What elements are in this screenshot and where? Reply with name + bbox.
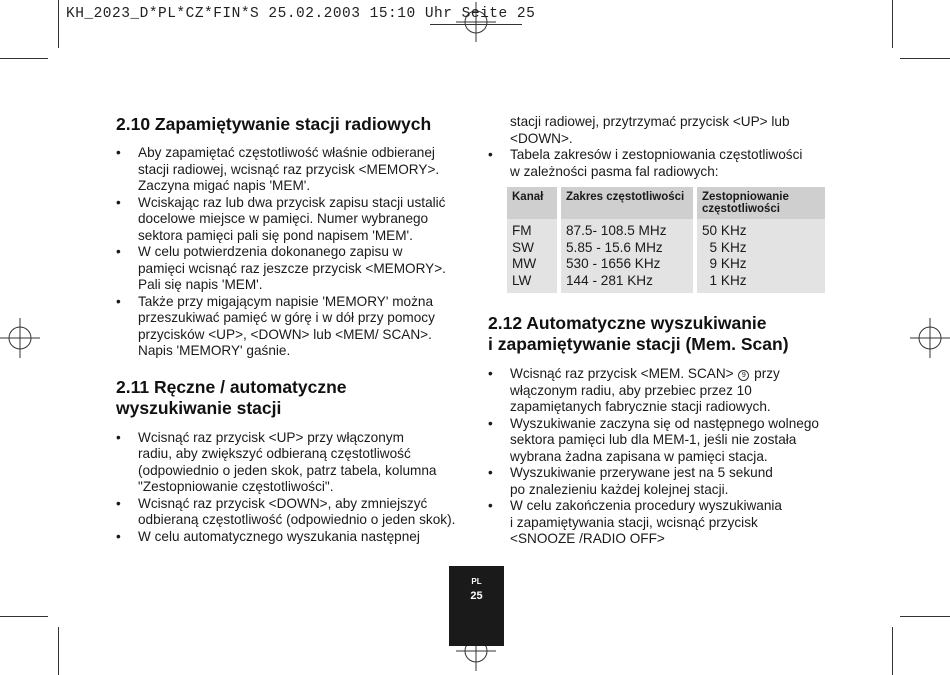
crop-line-top-right (900, 58, 950, 59)
crop-line-bottom-left (0, 616, 48, 617)
section-2-11-list (116, 430, 471, 546)
list-item: • W celu automatycznego wyszukania następnej (116, 529, 471, 546)
page-number: 25 (470, 590, 483, 602)
table-row: LW 144 - 281 KHz 1 KHz (507, 273, 825, 294)
crop-line-right (892, 0, 893, 48)
crop-line-bottom-vright (892, 627, 893, 675)
list-item: • Wcisnąć raz przycisk <DOWN>, aby zmniejszyć odbieraną częstotliwość (odpowiednio o jeden skok). (116, 496, 471, 529)
crop-line-left (58, 0, 59, 48)
table-row: MW 530 - 1656 KHz 9 KHz (507, 256, 825, 273)
crop-line-bottom-right (900, 616, 950, 617)
list-item: • Wcisnąć raz przycisk <UP> przy włączonym radiu, aby zwiększyć odbieraną częstotliwość (odpowiednio o jeden skok, patrz tabela, kolumna "Zestopniowanie częstotliwości". (116, 430, 471, 496)
list-item: • Wciskając raz lub dwa przycisk zapisu stacji ustalić docelowe miejsce w pamięci. Numer wybranego sektora pamięci pali się pond napisem 'MEM'. (116, 195, 471, 245)
registration-mark-left (0, 318, 40, 358)
crop-line-top (0, 58, 48, 59)
table-intro-list (488, 147, 848, 180)
section-2-12-list (488, 366, 848, 548)
registration-mark-right (910, 318, 950, 358)
list-item: • Aby zapamiętać częstotliwość właśnie odbieranej stacji radiowej, wcisnąć raz przycisk <MEMORY>. Zaczyna migać napis 'MEM'. (116, 145, 471, 195)
list-item: • Tabela zakresów i zestopniowania częstotliwości w zależności pasma fal radiowych: (488, 147, 848, 180)
list-item: • Wcisnąć raz przycisk <MEM. SCAN> 9 przy włączonym radiu, aby przebiec przez 10 zapamiętanych fabrycznie stacji radiowych. (488, 366, 848, 416)
table-header-row (507, 187, 825, 219)
section-2-11-title: 2.11 Ręczne / automatyczne wyszukiwanie stacji (116, 376, 347, 418)
left-column (116, 114, 471, 545)
list-item: • Także przy migającym napisie 'MEMORY' można przeszukiwać pamięć w górę i w dół przy pomocy przycisków <UP>, <DOWN> lub <MEM/ SCAN>. Napis 'MEMORY' gaśnie. (116, 294, 471, 360)
col-header-channel: Kanał (507, 187, 557, 219)
button-9-icon: 9 (738, 370, 749, 381)
table-row: SW 5.85 - 15.6 MHz 5 KHz (507, 240, 825, 257)
language-label: PL (471, 577, 482, 586)
list-item: • W celu zakończenia procedury wyszukiwania i zapamiętywania stacji, wcisnąć przycisk <SNOOZE /RADIO OFF> (488, 498, 848, 548)
frequency-table (503, 187, 829, 293)
col-header-step: Zestopniowanie częstotliwości (697, 187, 825, 219)
crop-line-bottom-vleft (58, 627, 59, 675)
continued-text: stacji radiowej, przytrzymać przycisk <UP> lub <DOWN>. (510, 114, 790, 146)
print-slug-header: KH_2023_D*PL*CZ*FIN*S 25.02.2003 15:10 Uhr Seite 25 (66, 6, 536, 22)
page-number-tab (449, 566, 504, 646)
right-column (488, 114, 848, 548)
section-2-10-title: 2.10 Zapamiętywanie stacji radiowych (116, 114, 432, 134)
section-2-12-title: 2.12 Automatyczne wyszukiwanie i zapamiętywanie stacji (Mem. Scan) (488, 313, 789, 354)
list-item: • Wyszukiwanie zaczyna się od następnego wolnego sektora pamięci lub dla MEM-1, jeśli nie została wybrana żadna zapisana w pamięci stacja. (488, 416, 848, 466)
table-row: FM 87.5- 108.5 MHz 50 KHz (507, 219, 825, 240)
list-item: • W celu potwierdzenia dokonanego zapisu w pamięci wcisnąć raz jeszcze przycisk <MEMORY>. Pali się napis 'MEM'. (116, 244, 471, 294)
col-header-range: Zakres częstotliwości (561, 187, 693, 219)
list-item: • Wyszukiwanie przerywane jest na 5 sekund po znalezieniu każdej kolejnej stacji. (488, 465, 848, 498)
section-2-10-list (116, 145, 471, 360)
